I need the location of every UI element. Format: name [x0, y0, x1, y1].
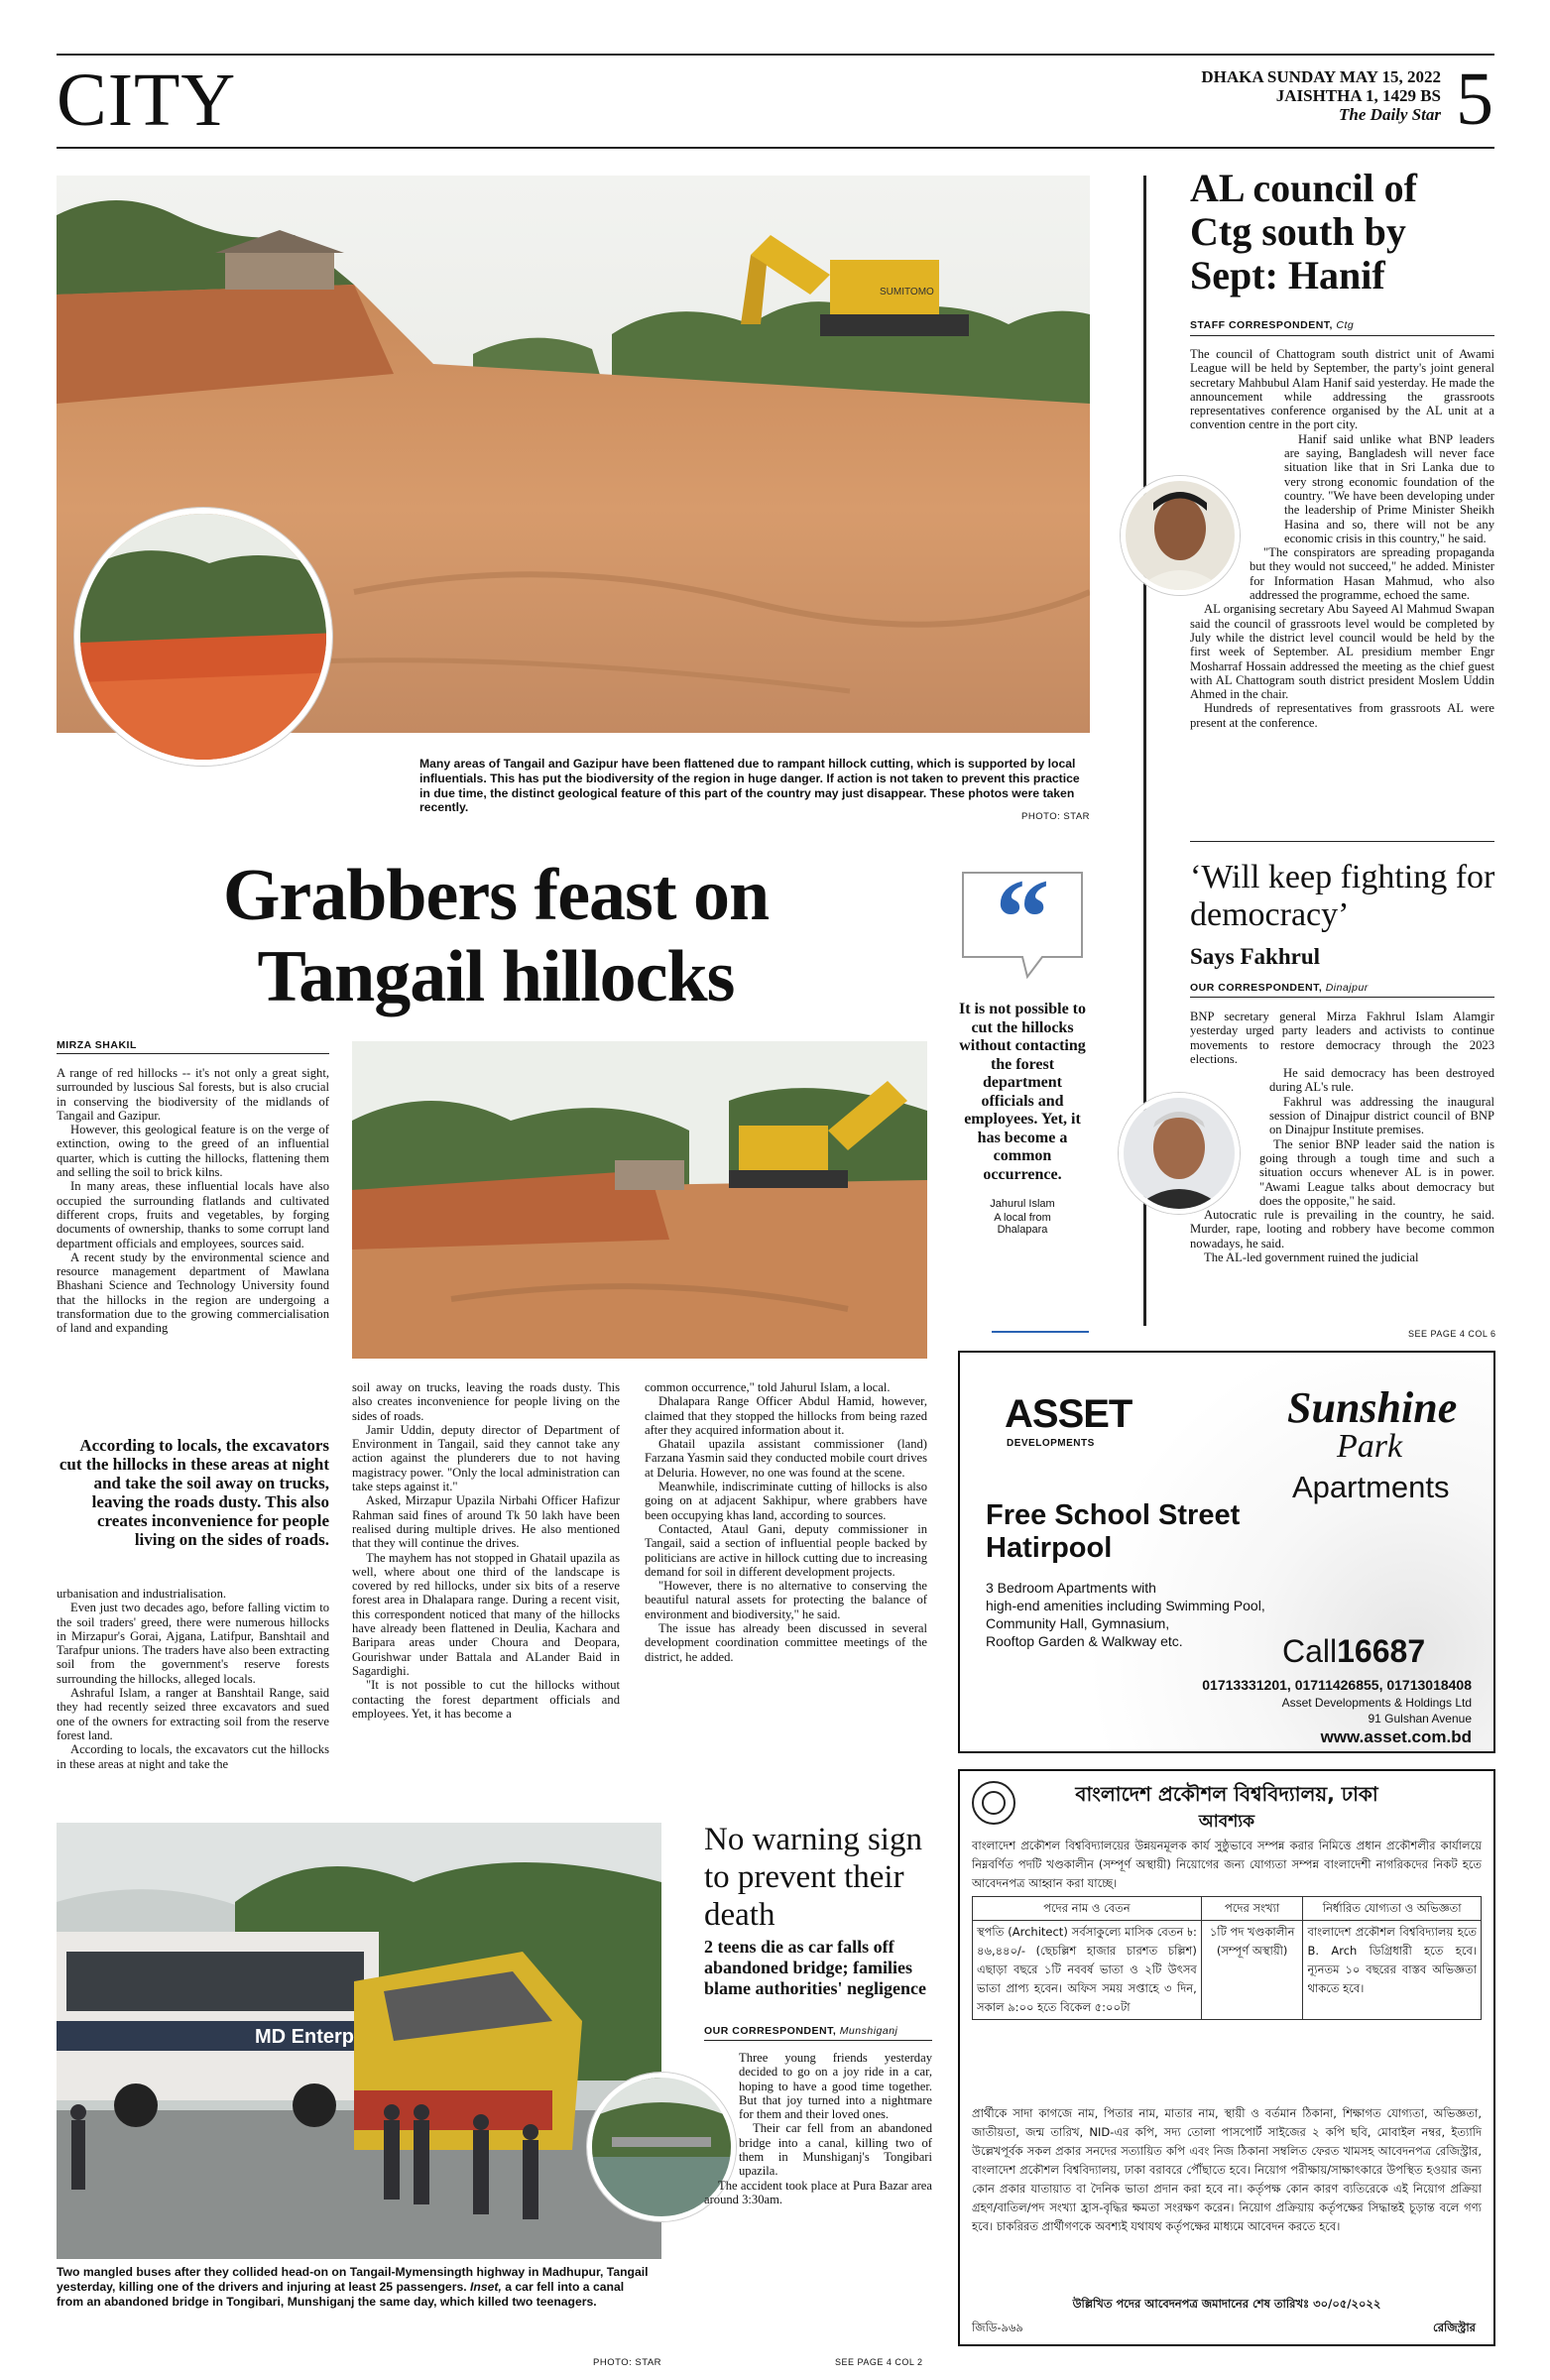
- section-title: CITY: [57, 59, 237, 142]
- call-label: Call: [1282, 1633, 1338, 1669]
- lead-photo-credit: PHOTO: STAR: [1021, 811, 1091, 822]
- quote-rule: [992, 1331, 1089, 1333]
- al-byline: [1190, 319, 1488, 331]
- para: Hanif said unlike what BNP leaders are saying, Bangladesh will never face situation like that in Sri Lanka due to very strong economic foundation of the country. "We have been developing under the leadership of Prime Minister Sheikh Hasina and so, there will not be any economic crisis in this country," he said.: [1284, 431, 1494, 545]
- inset-hillock-image: [80, 514, 332, 766]
- main-col3: [645, 1380, 927, 1664]
- accident-byline-name: OUR CORRESPONDENT,: [704, 2025, 837, 2037]
- para: Fakhrul was addressing the inaugural session of Dinajpur district council of BNP on Dinajpur Institute premises.: [1269, 1094, 1494, 1137]
- bnp-byline: [1190, 982, 1488, 994]
- main-headline-line2: Tangail hillocks: [257, 936, 735, 1017]
- para: "It is not possible to cut the hillocks without contacting the forest department officials and employees. Yet, it has become a: [352, 1678, 620, 1721]
- buet-ref: জিডি-৯৬৯: [972, 2320, 1023, 2334]
- buet-table: [972, 1896, 1482, 2020]
- al-end-rule: [1190, 841, 1494, 842]
- para: "The conspirators are spreading propaganda but they would not succeed," he added. Minister for Information Hasan Mahmud, who also addressed the programme, echoed the same.: [1250, 545, 1494, 603]
- al-byline-rule: [1190, 335, 1494, 336]
- bnp-body: [1190, 1010, 1494, 1264]
- call-number: 16687: [1337, 1633, 1426, 1669]
- accident-photo: [57, 1823, 661, 2259]
- accident-byline-place: Munshiganj: [839, 2025, 898, 2037]
- buet-title: আবশ্যক: [1198, 1812, 1255, 1832]
- para: The issue has already been discussed in several development coordination committee meetings of the district, he added.: [645, 1621, 927, 1664]
- accident-headline: No warning sign to prevent their death: [704, 1822, 922, 1933]
- para: "However, there is no alternative to conserving the beautiful natural assets for protecting the balance of environment and biodiversity," he said.: [645, 1579, 927, 1621]
- para: Autocratic rule is prevailing in the country, he said. Murder, rape, looting and robbery have become common nowadays, he said.: [1190, 1208, 1494, 1250]
- para: Even just two decades ago, before falling victim to the soil traders' greed, there were numerous hillocks in Mirzapur's Gorai, Ajgana, Latifpur, Banshtail and Tarafpur unions. The traders have also been extracting soil from the government's reserve forests surrounding the hillocks, alleged locals.: [57, 1601, 329, 1686]
- para: However, this geological feature is on the verge of extinction, owing to the greed of an influential quarter, which is cutting the hillocks, flattening them and selling the soil to brick kilns.: [57, 1123, 329, 1180]
- bnp-byline-name: OUR CORRESPONDENT,: [1190, 982, 1323, 994]
- para: Three young friends yesterday decided to go on a joy ride in a car, hoping to have a good time together. But that joy turned into a nightmare for them and their loved ones.: [739, 2051, 932, 2122]
- bus-collision-image: [57, 1823, 661, 2259]
- date-english: DHAKA SUNDAY MAY 15, 2022: [1201, 67, 1441, 86]
- para: Jamir Uddin, deputy director of Department of Environment in Tangail, said they cannot take any action against the plunderers due to not having magistracy power. "Only the local administration can take steps against it.": [352, 1422, 620, 1494]
- para: In many areas, these influential locals have also occupied the surrounding flatlands and cultivated different crops, fruits and vegetables, by forging documents of ownership, thanks to some corrupt land department officials and employees, sources said.: [57, 1179, 329, 1250]
- top-rule: [57, 54, 1494, 56]
- page-number: 5: [1456, 58, 1493, 141]
- quote-text: It is not possible to cut the hillocks without contacting the forest department officials and employees. Yet, it has become a common occurrence.: [958, 1001, 1087, 1183]
- para: The accident took place at Pura Bazar area around 3:30am.: [704, 2178, 932, 2206]
- lead-photo-inset: [74, 508, 332, 766]
- main-col2: [352, 1380, 620, 1721]
- bus-text: MD Enterp: [255, 2026, 354, 2048]
- project-name-line1: Sunshine: [1287, 1383, 1458, 1432]
- al-byline-name: STAFF CORRESPONDENT,: [1190, 319, 1333, 331]
- para: Dhalapara Range Officer Abdul Hamid, however, claimed that they stopped the hillocks from being razed after they acquired information about it.: [645, 1394, 927, 1437]
- project-details: [986, 1579, 1265, 1650]
- bus-left: [57, 1932, 379, 2127]
- bnp-byline-rule: [1190, 997, 1494, 998]
- al-byline-place: Ctg: [1336, 319, 1355, 331]
- buet-deadline: উল্লিখিত পদের আবেদনপত্র জমাদানের শেষ তারিখঃ ৩০/০৫/২০২২: [1072, 2297, 1381, 2311]
- al-body: [1190, 347, 1494, 730]
- accident-caption-inset: Inset,: [470, 2279, 502, 2294]
- header-rule: [57, 147, 1494, 149]
- accident-credit: PHOTO: STAR: [593, 2357, 662, 2368]
- project-name-line2: Park: [1337, 1428, 1403, 1465]
- lead-photo-caption: Many areas of Tangail and Gazipur have been flattened due to rampant hillock cutting, which is supported by local influentials. This has put the biodiversity of the region in huge danger. If action is not taken to prevent this practice in due time, the distinct geological feature of this part of the country may just disappear. These photos were taken recently.: [419, 757, 1080, 815]
- main-byline: MIRZA SHAKIL: [57, 1039, 137, 1051]
- svg-text:“: “: [995, 863, 1050, 978]
- details-line2: high-end amenities including Swimming Pool,: [986, 1598, 1265, 1613]
- para: soil away on trucks, leaving the roads dusty. This also creates inconvenience for people living on the sides of roads.: [352, 1380, 620, 1423]
- para: According to locals, the excavators cut the hillocks in these areas at night and take the: [57, 1742, 329, 1771]
- buet-ad: [958, 1769, 1495, 2346]
- para: Ashraful Islam, a ranger at Banshtail Range, said they had recently seized three excavators and sued one of the owners for extracting soil from the reserve forest land.: [57, 1686, 329, 1742]
- buet-body: প্রার্থীকে সাদা কাগজে নাম, পিতার নাম, মাতার নাম, স্থায়ী ও বর্তমান ঠিকানা, শিক্ষাগত যোগ্যতা, অভিজ্ঞতা, জাতীয়তা, জন্ম তারিখ, NID-এর কপি, সদ্য তোলা পাসপোর্ট সাইজের ২ কপি ছবি, মোবাইল নম্বর, ইত্যাদি উল্লেখপূর্বক সকল প্রকার সনদের সত্যায়িত কপি এবং নিজ ঠিকানা সম্বলিত ফেরত খামসহ আবেদনপত্র রেজিস্ট্রার, বাংলাদেশ প্রকৌশল বিশ্ববিদ্যালয়, ঢাকা বরাবরে পৌঁছাতে হবে। নিয়োগ পরীক্ষায়/সাক্ষাৎকারে উপস্থিত হওয়ার জন্য কোন প্রকার যাতায়াত বা দৈনিক ভাতা প্রদান করা হবে না। কর্তৃপক্ষ কোন কারণ ব্যতিরেকে এই নিয়োগ প্রক্রিয়া গ্রহণ/বাতিল/পদ সংখ্যা হ্রাস-বৃদ্ধির ক্ষমতা সংরক্ষণ করেন। নিয়োগ প্রক্রিয়ায় কর্তৃপক্ষের সিদ্ধান্তই চূড়ান্ত বলে গণ্য হবে। চাকরিরত প্রার্থীগণকে অবশ্যই যথাযথ কর্তৃপক্ষের মাধ্যমে আবেদন করতে হবে।: [972, 2106, 1482, 2233]
- al-headline: AL council of Ctg south by Sept: Hanif: [1190, 166, 1417, 298]
- ad-website: www.asset.com.bd: [1320, 1727, 1472, 1746]
- ad-phones: 01713331201, 01711426855, 01713018408: [1202, 1677, 1472, 1693]
- accident-body: [704, 2051, 932, 2206]
- project-name-line3: Apartments: [1292, 1470, 1450, 1504]
- date-bangla: JAISHTHA 1, 1429 BS: [1275, 86, 1441, 105]
- dateline: [1201, 67, 1441, 124]
- para: common occurrence," told Jahurul Islam, a local.: [645, 1380, 891, 1394]
- paper-logo: The Daily Star: [1339, 105, 1441, 124]
- para: Contacted, Ataul Gani, deputy commissioner in Tangail, said a section of influential people backed by politicians are active in hillock cutting due to increasing demand for soil in different development projects.: [645, 1521, 927, 1579]
- excavator-brand: SUMITOMO: [880, 287, 934, 298]
- para: Hundreds of representatives from grassroots AL were present at the conference.: [1190, 701, 1494, 730]
- details-line4: Rooftop Garden & Walkway etc.: [986, 1633, 1183, 1649]
- para: Asked, Mirzapur Upazila Nirbahi Officer Hafizur Rahman said fines of around Tk 50 lakh have been realised during multiple drives. He also mentioned that they will continue the drives.: [352, 1493, 620, 1551]
- location-line2: Hatirpool: [986, 1532, 1113, 1564]
- buet-intro: বাংলাদেশ প্রকৌশল বিশ্ববিদ্যালয়ের উন্নয়নমূলক কার্য সুষ্ঠুভাবে সম্পন্ন করার নিমিত্তে প্রধান প্রকৌশলীর কার্যালয়ে নিম্নবর্ণিত পদটি খণ্ডকালীন (সম্পূর্ণ অস্থায়ী) নিয়োগের জন্য যোগ্যতা সম্পন্ন বাংলাদেশী নাগরিকদের নিকট হতে আবেদনপত্র আহ্বান করা যাচ্ছে।: [972, 1839, 1482, 1890]
- buet-institution: বাংলাদেশ প্রকৌশল বিশ্ববিদ্যালয়, ঢাকা: [1075, 1782, 1378, 1806]
- quote-mark-icon: [958, 863, 1087, 982]
- para: A recent study by the environmental science and resource management department of Mawlana Bhashani Science and Technology University found that the hillocks in the region are undergoing a transformation due to the growing commercialisation of land and expanding: [57, 1250, 329, 1336]
- asset-logo: ASSET: [1005, 1392, 1133, 1436]
- buet-signatory: রেজিস্ট্রার: [1433, 2320, 1476, 2334]
- bnp-byline-place: Dinajpur: [1325, 982, 1369, 994]
- accident-byline-rule: [704, 2040, 932, 2041]
- para: Ghatail upazila assistant commissioner (land) Farzana Yasmin said they conducted mobile court drives at Deluria. However, no one was found at the scene.: [645, 1437, 927, 1480]
- pull-quote: According to locals, the excavators cut the hillocks in these areas at night and take the soil away on trucks, leaving the roads dusty. This also creates inconvenience for people living on the sides of roads.: [59, 1436, 329, 1549]
- para: Meanwhile, indiscriminate cutting of hillocks is also going on at adjacent Sakhipur, where grabbers have been occupying khas land, according to sources.: [645, 1480, 927, 1522]
- asset-ad: [958, 1351, 1495, 1753]
- main-col1b: [57, 1587, 329, 1771]
- details-line3: Community Hall, Gymnasium,: [986, 1615, 1170, 1631]
- ad-address: 91 Gulshan Avenue: [1368, 1712, 1472, 1726]
- accident-caption-main: Two mangled buses after they collided head-on on Tangail-Mymensingth highway in Madhupur, Tangail yesterday, killing one of the drivers and injuring at least 25 passengers.: [57, 2265, 649, 2294]
- accident-caption: [57, 2265, 652, 2309]
- asset-logo-sub: DEVELOPMENTS: [1007, 1438, 1095, 1449]
- th-qualification: নির্ধারিত যোগ্যতা ও অভিজ্ঞতা: [1303, 1897, 1482, 1921]
- para: urbanisation and industrialisation.: [57, 1587, 227, 1601]
- para: The senior BNP leader said the nation is going through a tough time and such a situation occurs whenever AL is in power. "Awami League talks about democracy but does the opposite," he said.: [1259, 1136, 1494, 1208]
- para: The council of Chattogram south district unit of Awami League will be held by September, the party's joint general secretary Mahbubul Alam Hanif said yesterday. He made the announcement while addressing the grassroots representatives conference organised by the AL unit at a convention centre in the port city.: [1190, 347, 1494, 432]
- project-location: [986, 1499, 1240, 1565]
- para: The mayhem has not stopped in Ghatail upazila as well, where about one third of the landscape is covered by red hillocks, under six bits of a reserve forest area in Dhalapara range. During a recent visit, this correspondent noticed that many of the hillocks have already been flattened in Deulia, Kachara and Baripara areas under Choura and Deopara, Gourishwar under Battala and ALander Baid in Sagardighi.: [352, 1550, 620, 1678]
- accident-byline: [704, 2025, 932, 2037]
- bnp-jump: SEE PAGE 4 COL 6: [1408, 1329, 1496, 1339]
- quote-name: Jahurul Islam: [990, 1198, 1055, 1210]
- main-col1: [57, 1066, 329, 1336]
- main-headline-line1: Grabbers feast on: [222, 855, 770, 936]
- td-qualification: বাংলাদেশ প্রকৌশল বিশ্ববিদ্যালয় হতে B. Arch ডিগ্রিধারী হতে হবে। ন্যূনতম ১০ বছরের বাস্তব অভিজ্ঞতা থাকতে হবে।: [1303, 1921, 1482, 2020]
- td-count: ১টি পদ খণ্ডকালীন (সম্পূর্ণ অস্থায়ী): [1201, 1921, 1303, 2020]
- excavator-image: [352, 1041, 927, 1359]
- para: The AL-led government ruined the judicial: [1204, 1250, 1419, 1265]
- bnp-headline: ‘Will keep fighting for democracy’: [1190, 859, 1495, 933]
- quote-box: [958, 863, 1087, 1329]
- para: A range of red hillocks -- it's not only a great sight, surrounded by luscious Sal forests, but is also crucial in conserving the biodiversity of the midlands of Tangail and Gazipur.: [57, 1066, 329, 1123]
- quote-role: A local from Dhalapara: [994, 1212, 1051, 1236]
- bnp-subhead: Says Fakhrul: [1190, 944, 1321, 969]
- byline-rule: [57, 1053, 329, 1054]
- main-headline: [159, 855, 833, 1017]
- accident-deck: 2 teens die as car falls off abandoned bridge; families blame authorities' negligence: [704, 1937, 926, 1998]
- th-count: পদের সংখ্যা: [1201, 1897, 1303, 1921]
- para: BNP secretary general Mirza Fakhrul Islam Alamgir yesterday urged party leaders and activists to continue movements to restore democracy through the 2023 elections.: [1190, 1010, 1494, 1066]
- th-post: পদের নাম ও বেতন: [973, 1897, 1202, 1921]
- accident-caption-inset-text: a car fell into a canal from an abandoned bridge in Tongibari, Munshiganj the same day, which killed two teenagers.: [57, 2279, 625, 2309]
- para: He said democracy has been destroyed during AL's rule.: [1269, 1066, 1494, 1095]
- call-line: [1282, 1633, 1425, 1670]
- para: AL organising secretary Abu Sayeed Al Mahmud Swapan said the council of grassroots level would be completed by July while the district level council would be held by the first week of September. AL presidium member Engr Mosharraf Hossain addressed the meeting as the chief guest with AL Chattogram south district president Moslem Uddin Ahmed in the chair.: [1190, 602, 1494, 702]
- ad-company: Asset Developments & Holdings Ltd: [1281, 1696, 1472, 1710]
- excavator-photo: [352, 1041, 927, 1359]
- location-line1: Free School Street: [986, 1499, 1241, 1531]
- accident-jump: SEE PAGE 4 COL 2: [835, 2357, 923, 2367]
- td-post: স্থপতি (Architect) সর্বসাকুল্যে মাসিক বেতন ৳: ৪৬,৪৪০/- (ছেচল্লিশ হাজার চারশত চল্লিশ) এছাড়া বছরে ১টি নববর্ষ ভাতা ও ২টি উৎসব ভাতা প্রাপ্য হবেন। অফিস সময় সপ্তাহে ৩ দিন, সকাল ৯:০০ হতে বিকেল ৫:০০টা: [973, 1921, 1202, 2020]
- para: Their car fell from an abandoned bridge into a canal, killing two of them in Munshiganj's Tongibari upazila.: [739, 2121, 932, 2179]
- details-line1: 3 Bedroom Apartments with: [986, 1580, 1156, 1596]
